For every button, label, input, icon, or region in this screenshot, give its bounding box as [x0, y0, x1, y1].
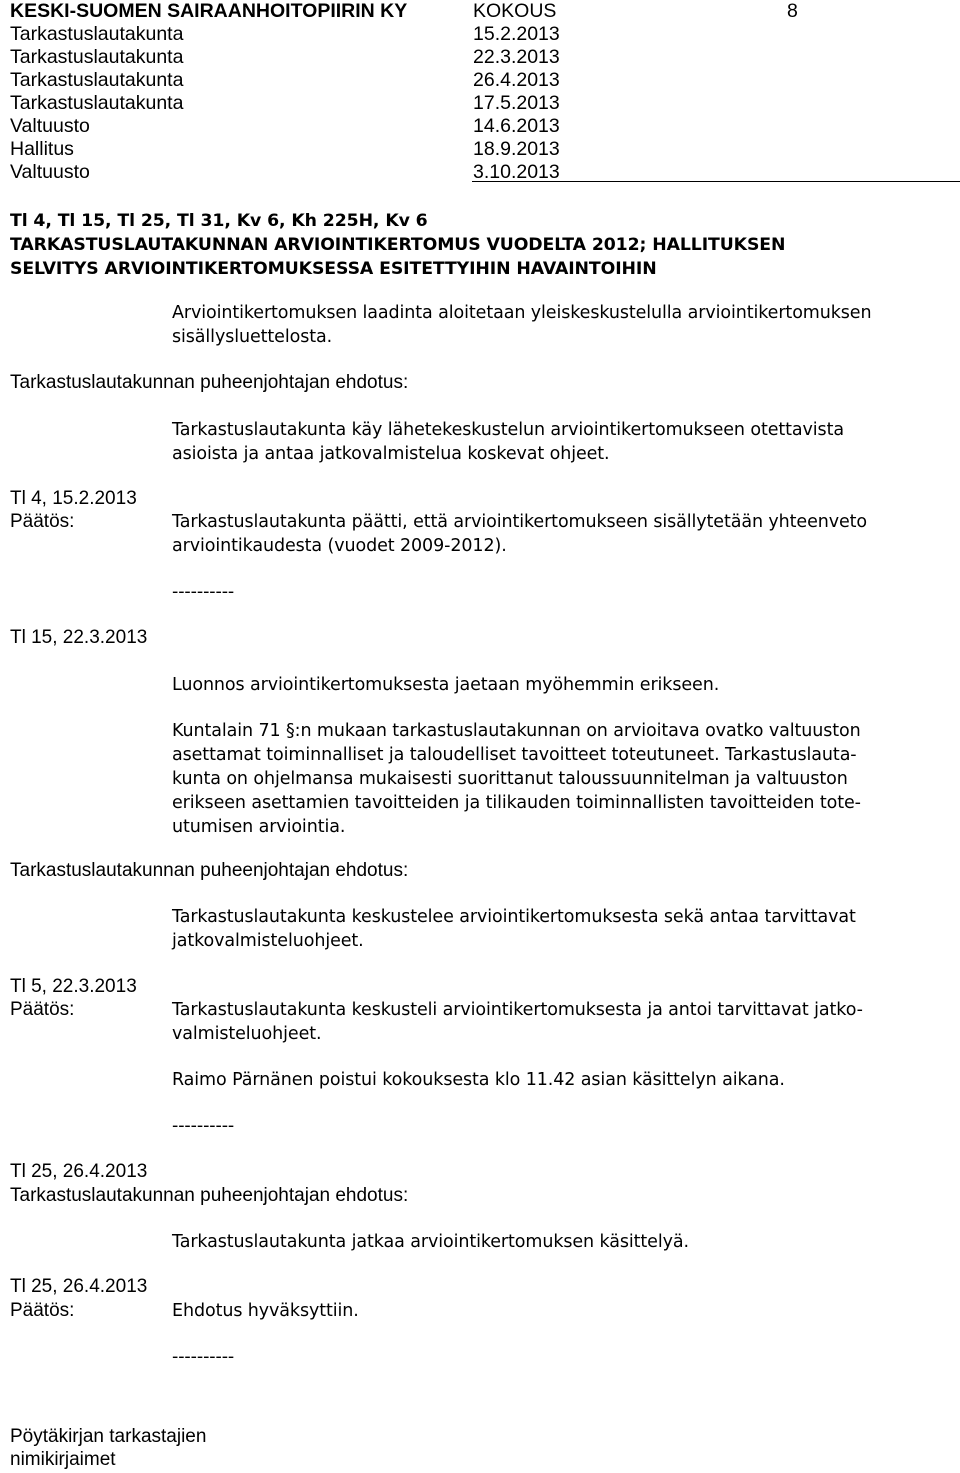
- meeting-reference: Tl 25, 26.4.2013: [10, 1276, 148, 1297]
- decision-text: valmisteluohjeet.: [172, 1024, 322, 1044]
- proposal-label: Tarkastuslautakunnan puheenjohtajan ehdotus:: [10, 372, 409, 393]
- departure-note: Raimo Pärnänen poistui kokouksesta klo 11.42 asian käsittelyn aikana.: [172, 1070, 785, 1090]
- decision-text: Tarkastuslautakunta keskusteli arviointikertomuksesta ja antoi tarvittavat jatko-: [172, 1000, 863, 1020]
- separator: ----------: [172, 1116, 235, 1136]
- proposal-text: jatkovalmisteluohjeet.: [172, 931, 364, 951]
- meeting-date: 3.10.2013: [473, 161, 560, 183]
- decision-label: Päätös:: [10, 999, 75, 1020]
- law-paragraph: Kuntalain 71 §:n mukaan tarkastuslautakunnan on arvioitava ovatko valtuuston: [172, 721, 861, 741]
- law-paragraph: asettamat toiminnalliset ja taloudelliset tavoitteet toteutuneet. Tarkastuslauta-: [172, 745, 857, 765]
- item-title-continued: SELVITYS ARVIOINTIKERTOMUKSESSA ESITETTYIHIN HAVAINTOIHIN: [10, 259, 657, 279]
- intro-paragraph: Arviointikertomuksen laadinta aloitetaan yleiskeskustelulla arviointikertomuksen: [172, 303, 872, 323]
- meeting-reference: Tl 5, 22.3.2013: [10, 976, 137, 997]
- meeting-body: Valtuusto: [10, 161, 90, 183]
- meeting-body: Tarkastuslautakunta: [10, 69, 184, 91]
- decision-label: Päätös:: [10, 1300, 75, 1321]
- meeting-date: 14.6.2013: [473, 115, 560, 137]
- proposal-text: Tarkastuslautakunta käy lähetekeskustelun arviointikertomukseen otettavista: [172, 420, 844, 440]
- meeting-reference: Tl 25, 26.4.2013: [10, 1161, 148, 1182]
- organization-name: KESKI-SUOMEN SAIRAANHOITOPIIRIN KY: [10, 0, 408, 22]
- law-paragraph: erikseen asettamien tavoitteiden ja tilikauden toiminnallisten tavoitteiden tote-: [172, 793, 861, 813]
- meeting-body: Tarkastuslautakunta: [10, 46, 184, 68]
- meeting-body: Tarkastuslautakunta: [10, 23, 184, 45]
- separator: ----------: [172, 1347, 235, 1367]
- meeting-reference: Tl 4, 15.2.2013: [10, 488, 137, 509]
- meeting-body: Valtuusto: [10, 115, 90, 137]
- meeting-body: Tarkastuslautakunta: [10, 92, 184, 114]
- proposal-text: asioista ja antaa jatkovalmistelua koskevat ohjeet.: [172, 444, 610, 464]
- meeting-body: Hallitus: [10, 138, 74, 160]
- decision-label: Päätös:: [10, 511, 75, 532]
- proposal-label: Tarkastuslautakunnan puheenjohtajan ehdotus:: [10, 860, 409, 881]
- proposal-label: Tarkastuslautakunnan puheenjohtajan ehdotus:: [10, 1185, 409, 1206]
- intro-paragraph: sisällysluettelosta.: [172, 327, 333, 347]
- meeting-date: 17.5.2013: [473, 92, 560, 114]
- footer-signature-label: Pöytäkirjan tarkastajien: [10, 1426, 207, 1447]
- document-kind: KOKOUS: [473, 0, 557, 22]
- separator: ----------: [172, 582, 235, 602]
- meeting-date: 22.3.2013: [473, 46, 560, 68]
- proposal-text: Tarkastuslautakunta keskustelee arviointikertomuksesta sekä antaa tarvittavat: [172, 907, 856, 927]
- meeting-reference: Tl 15, 22.3.2013: [10, 627, 148, 648]
- item-title: TARKASTUSLAUTAKUNNAN ARVIOINTIKERTOMUS VUODELTA 2012; HALLITUKSEN: [10, 235, 786, 255]
- meeting-date: 15.2.2013: [473, 23, 560, 45]
- page-number: 8: [787, 0, 798, 22]
- decision-text: Tarkastuslautakunta päätti, että arviointikertomukseen sisällytetään yhteenveto: [172, 512, 868, 532]
- header-rule: [472, 181, 960, 182]
- meeting-date: 18.9.2013: [473, 138, 560, 160]
- draft-note: Luonnos arviointikertomuksesta jaetaan myöhemmin erikseen.: [172, 675, 720, 695]
- footer-signature-label: nimikirjaimet: [10, 1449, 116, 1470]
- decision-text: arviointikaudesta (vuodet 2009-2012).: [172, 536, 507, 556]
- law-paragraph: kunta on ohjelmansa mukaisesti suorittanut taloussuunnitelman ja valtuuston: [172, 769, 848, 789]
- item-references: Tl 4, Tl 15, Tl 25, Tl 31, Kv 6, Kh 225H, Kv 6: [10, 211, 428, 231]
- law-paragraph: utumisen arviointia.: [172, 817, 346, 837]
- decision-text: Ehdotus hyväksyttiin.: [172, 1301, 359, 1321]
- meeting-date: 26.4.2013: [473, 69, 560, 91]
- proposal-text: Tarkastuslautakunta jatkaa arviointikertomuksen käsittelyä.: [172, 1232, 689, 1252]
